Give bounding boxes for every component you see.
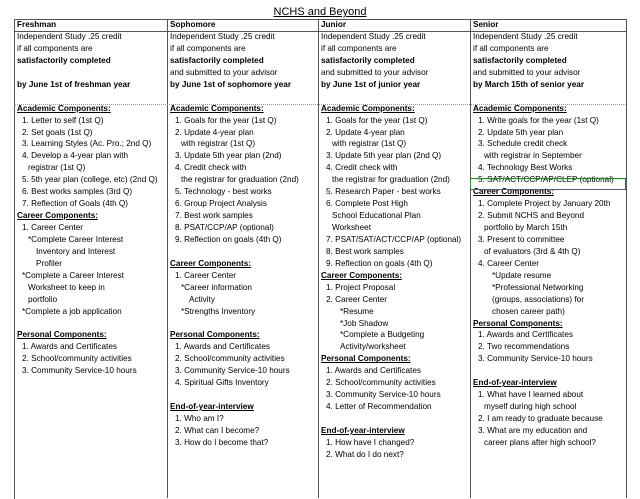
cell-line[interactable]: 1. Goals for the year (1st Q) bbox=[175, 115, 277, 125]
cell-line[interactable]: 1. Awards and Certificates bbox=[326, 366, 421, 376]
cell-line[interactable]: chosen career path) bbox=[492, 306, 565, 316]
cell-line[interactable]: 1. Career Center bbox=[22, 223, 83, 232]
cell-line[interactable]: 2. Update 5th year plan bbox=[478, 127, 564, 137]
cell-line[interactable]: if all components are bbox=[473, 43, 549, 53]
cell-line[interactable]: End-of-year-interview bbox=[321, 425, 405, 435]
cell-line[interactable]: of evaluators (3rd & 4th Q) bbox=[484, 246, 581, 256]
cell-line[interactable]: the registrar for graduation (2nd) bbox=[181, 175, 299, 185]
cell-line[interactable] bbox=[14, 318, 166, 330]
cell-line[interactable]: Academic Components: bbox=[17, 103, 111, 113]
cell-line[interactable]: 9. Reflection on goals (4th Q) bbox=[326, 258, 433, 268]
cell-line[interactable]: 5. Research Paper - best works bbox=[326, 187, 441, 197]
cell-line[interactable]: Career Components: bbox=[321, 270, 402, 280]
column-senior bbox=[470, 31, 622, 449]
selected-cell[interactable] bbox=[470, 178, 626, 190]
cell-line[interactable] bbox=[470, 365, 622, 377]
column-header-sophomore: Sophomore bbox=[170, 20, 216, 29]
cell-line[interactable]: 4. Letter of Recommendation bbox=[326, 402, 432, 412]
column-header-junior: Junior bbox=[321, 20, 347, 29]
cell-line[interactable] bbox=[167, 246, 319, 258]
cell-line[interactable]: 2. I am ready to graduate because bbox=[478, 414, 603, 423]
cell-line[interactable]: 9. Reflection on goals (4th Q) bbox=[175, 234, 282, 244]
cell-line[interactable]: Independent Study .25 credit bbox=[17, 32, 122, 41]
cell-line[interactable]: 3. Community Service-10 hours bbox=[175, 366, 290, 376]
cell-line[interactable]: 1. How have I changed? bbox=[326, 437, 415, 447]
cell-line[interactable]: End-of-year-interview bbox=[170, 402, 254, 412]
cell-line[interactable]: 5. Technology - best works bbox=[175, 187, 272, 197]
column-freshman bbox=[14, 31, 166, 377]
cell-line[interactable]: 2. Update 4-year plan bbox=[326, 127, 405, 137]
cell-line[interactable]: 3. Update 5th year plan (2nd) bbox=[175, 151, 282, 161]
cell-line[interactable]: 3. Update 5th year plan (2nd Q) bbox=[326, 151, 442, 161]
cell-line[interactable]: 3. Community Service-10 hours bbox=[478, 354, 593, 364]
cell-line[interactable]: Independent Study .25 credit bbox=[170, 32, 275, 41]
cell-line[interactable]: 3. Present to committee bbox=[478, 234, 565, 244]
cell-line[interactable]: and submitted to your advisor bbox=[473, 67, 581, 77]
cell-line[interactable]: *Complete a Budgeting bbox=[340, 330, 425, 340]
cell-line[interactable]: 1. Awards and Certificates bbox=[175, 342, 270, 352]
cell-line[interactable]: 7. Best work samples bbox=[175, 211, 253, 221]
cell-line[interactable]: (groups, associations) for bbox=[492, 294, 584, 304]
cell-line[interactable]: Academic Components: bbox=[321, 103, 415, 113]
cell-line[interactable]: with registrar (1st Q) bbox=[332, 139, 407, 149]
cell-line[interactable]: 2. School/community activities bbox=[326, 378, 436, 388]
cell-line[interactable]: 4. Credit check with bbox=[175, 163, 247, 173]
cell-line[interactable]: 2. Update 4-year plan bbox=[175, 127, 254, 137]
cell-line[interactable]: career plans after high school? bbox=[484, 437, 596, 447]
cell-line[interactable] bbox=[470, 91, 622, 103]
cell-line[interactable]: 2. Career Center bbox=[326, 294, 387, 304]
cell-line[interactable]: 3. Schedule credit check bbox=[478, 139, 568, 149]
column-sophomore bbox=[167, 31, 319, 449]
cell-line[interactable]: 1. Who am I? bbox=[175, 414, 224, 423]
cell-line[interactable]: satisfactorily completed bbox=[17, 55, 111, 65]
cell-line[interactable]: 1. Complete Project by January 20th bbox=[478, 199, 611, 209]
cell-line[interactable]: Career Components: bbox=[170, 258, 251, 268]
page-title: NCHS and Beyond bbox=[273, 6, 367, 18]
cell-line[interactable]: registrar (1st Q) bbox=[28, 163, 86, 173]
cell-line[interactable] bbox=[318, 91, 470, 103]
cell-line[interactable]: satisfactorily completed bbox=[170, 55, 264, 65]
cell-line[interactable]: 1. Awards and Certificates bbox=[22, 342, 117, 352]
cell-line[interactable]: Academic Components: bbox=[170, 103, 264, 113]
cell-line[interactable]: 7. PSAT/SAT/ACT/CCP/AP (optional) bbox=[326, 234, 462, 244]
cell-line[interactable]: Personal Components: bbox=[170, 330, 260, 340]
cell-line[interactable]: Inventory and Interest bbox=[36, 246, 116, 256]
cell-line[interactable]: portfolio by March 15th bbox=[484, 223, 568, 232]
cell-line[interactable]: the registrar for graduation (2nd) bbox=[332, 175, 450, 185]
cell-line[interactable]: *Complete a job application bbox=[22, 306, 122, 316]
cell-line[interactable]: by June 1st of sophomore year bbox=[170, 79, 292, 89]
cell-line[interactable]: 5. 5th year plan (college, etc) (2nd Q) bbox=[22, 175, 158, 185]
cell-line[interactable] bbox=[318, 413, 470, 425]
cell-line[interactable]: 7. Reflection of Goals (4th Q) bbox=[22, 199, 129, 209]
cell-line[interactable]: 8. PSAT/CCP/AP (optional) bbox=[175, 223, 274, 232]
cell-line[interactable] bbox=[14, 67, 166, 79]
cell-line[interactable]: Independent Study .25 credit bbox=[473, 32, 578, 41]
cell-line[interactable]: 3. Community Service-10 hours bbox=[22, 366, 137, 376]
cell-line[interactable]: if all components are bbox=[17, 43, 93, 53]
cell-line[interactable] bbox=[14, 91, 166, 103]
cell-line[interactable]: School Educational Plan bbox=[332, 211, 421, 221]
cell-line[interactable]: 6. Best works samples (3rd Q) bbox=[22, 187, 133, 197]
cell-line[interactable]: 2. What do I do next? bbox=[326, 449, 404, 459]
cell-line[interactable]: Career Components: bbox=[473, 187, 554, 197]
cell-line[interactable]: *Professional Networking bbox=[492, 282, 584, 292]
cell-line[interactable]: 3. Learning Styles (Ac. Pro.; 2nd Q) bbox=[22, 139, 152, 149]
cell-line[interactable]: and submitted to your advisor bbox=[321, 67, 429, 77]
cell-line[interactable]: *Complete Career Interest bbox=[28, 234, 124, 244]
cell-line[interactable]: with registrar (1st Q) bbox=[181, 139, 256, 149]
cell-line[interactable]: *Complete a Career Interest bbox=[22, 270, 124, 280]
cell-line[interactable]: 2. Submit NCHS and Beyond bbox=[478, 211, 585, 221]
cell-line[interactable]: 6. Complete Post High bbox=[326, 199, 408, 209]
cell-line[interactable]: 4. Technology Best Works bbox=[478, 163, 573, 173]
cell-line[interactable]: 4. Credit check with bbox=[326, 163, 398, 173]
cell-line[interactable]: and submitted to your advisor bbox=[170, 67, 278, 77]
cell-line[interactable]: 2. What can I become? bbox=[175, 425, 260, 435]
cell-line[interactable]: satisfactorily completed bbox=[321, 55, 415, 65]
cell-line[interactable]: End-of-year-interview bbox=[473, 378, 557, 388]
cell-line[interactable]: *Update resume bbox=[492, 270, 552, 280]
cell-line[interactable]: 1. Project Proposal bbox=[326, 282, 396, 292]
column-header-senior: Senior bbox=[473, 20, 499, 29]
cell-line[interactable]: 3. Community Service-10 hours bbox=[326, 390, 441, 400]
cell-line[interactable]: if all components are bbox=[321, 43, 397, 53]
cell-line[interactable]: *Job Shadow bbox=[340, 318, 389, 328]
cell-line[interactable]: 4. Spiritual Gifts Inventory bbox=[175, 378, 269, 388]
cell-line[interactable]: with registrar in September bbox=[484, 151, 582, 161]
cell-line[interactable]: 1. Career Center bbox=[175, 270, 236, 280]
cell-line[interactable]: 1. Write goals for the year (1st Q) bbox=[478, 115, 599, 125]
cell-line[interactable]: Personal Components: bbox=[473, 318, 563, 328]
cell-line[interactable]: 1. What have I learned about bbox=[478, 390, 584, 400]
cell-line[interactable]: Worksheet bbox=[332, 223, 371, 232]
column-header-freshman: Freshman bbox=[17, 20, 57, 29]
cell-line[interactable]: 2. Set goals (1st Q) bbox=[22, 127, 93, 137]
cell-line[interactable]: Academic Components: bbox=[473, 103, 567, 113]
cell-line[interactable]: by March 15th of senior year bbox=[473, 79, 585, 89]
column-divider bbox=[626, 19, 627, 498]
cell-line[interactable]: 6. Group Project Analysis bbox=[175, 199, 267, 209]
cell-line[interactable]: 3. How do I become that? bbox=[175, 437, 269, 447]
cell-line[interactable]: by June 1st of freshman year bbox=[17, 79, 131, 89]
column-junior bbox=[318, 31, 470, 461]
cell-line[interactable] bbox=[167, 318, 319, 330]
cell-line[interactable]: 2. School/community activities bbox=[22, 354, 132, 364]
cell-line[interactable]: myself during high school bbox=[484, 402, 577, 412]
cell-line[interactable]: Independent Study .25 credit bbox=[321, 32, 426, 41]
cell-line[interactable]: Activity/worksheet bbox=[340, 342, 406, 352]
cell-line[interactable]: 1. Letter to self (1st Q) bbox=[22, 115, 104, 125]
cell-line[interactable]: 5. SAT/ACT/CCP/AP/CLEP (optional) bbox=[478, 175, 614, 185]
cell-line[interactable]: portfolio bbox=[28, 294, 58, 304]
cell-line[interactable]: by June 1st of junior year bbox=[321, 79, 421, 89]
cell-line[interactable]: Activity bbox=[189, 294, 215, 304]
cell-line[interactable]: Personal Components: bbox=[321, 354, 411, 364]
cell-line[interactable]: 1. Goals for the year (1st Q) bbox=[326, 115, 428, 125]
cell-line[interactable]: Personal Components: bbox=[17, 330, 107, 340]
cell-line[interactable]: Career Components: bbox=[17, 211, 98, 221]
cell-line[interactable]: *Career information bbox=[181, 282, 252, 292]
cell-line[interactable] bbox=[167, 389, 319, 401]
cell-line[interactable]: *Strengths Inventory bbox=[181, 306, 256, 316]
cell-line[interactable]: 2. School/community activities bbox=[175, 354, 285, 364]
cell-line[interactable] bbox=[167, 91, 319, 103]
cell-line[interactable]: *Resume bbox=[340, 306, 374, 316]
cell-line[interactable]: 3. What are my education and bbox=[478, 425, 588, 435]
cell-line[interactable]: 8. Best work samples bbox=[326, 246, 404, 256]
cell-line[interactable]: satisfactorily completed bbox=[473, 55, 567, 65]
cell-line[interactable]: 4. Develop a 4-year plan with bbox=[22, 151, 129, 161]
cell-line[interactable]: 2. Two recommendations bbox=[478, 342, 570, 352]
cell-line[interactable]: Worksheet to keep in bbox=[28, 282, 105, 292]
cell-line[interactable]: 4. Career Center bbox=[478, 258, 539, 268]
cell-line[interactable]: Profiler bbox=[36, 258, 62, 268]
cell-line[interactable]: 1. Awards and Certificates bbox=[478, 330, 573, 340]
cell-line[interactable]: if all components are bbox=[170, 43, 246, 53]
